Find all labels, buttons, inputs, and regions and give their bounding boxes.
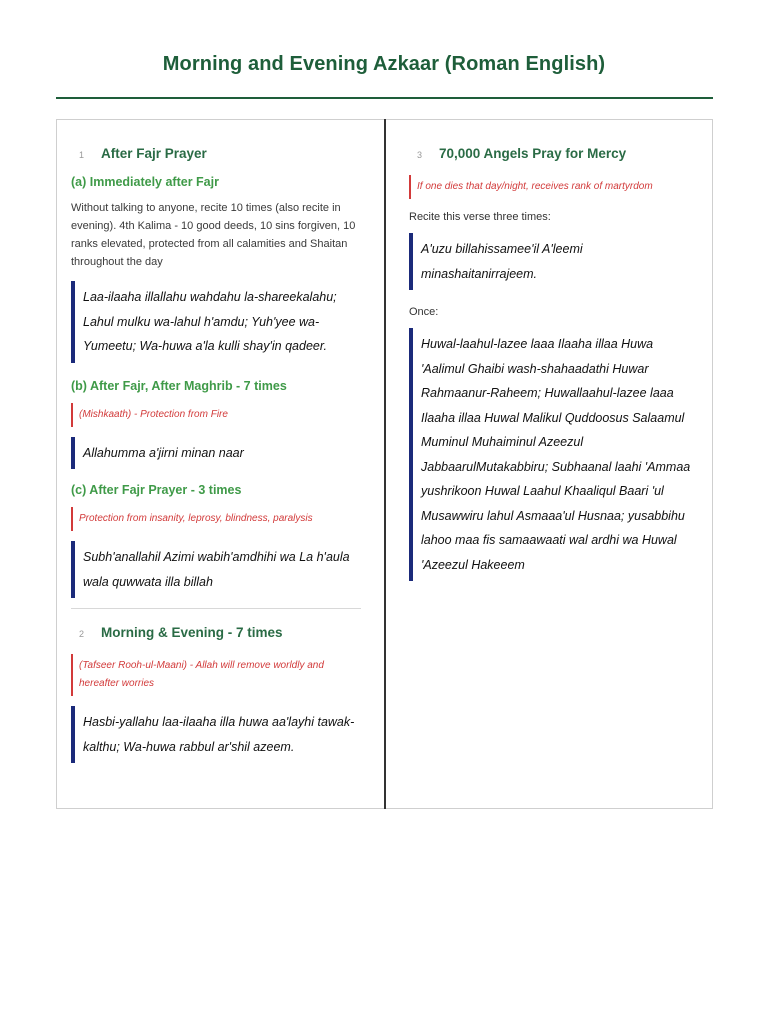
section-1-header — [71, 146, 361, 161]
verse-block: A'uzu billahissamee'il A'leemi minashaitanirrajeem. — [409, 233, 694, 290]
verse-block: Subh'anallahil Azimi wabih'amdhihi wa La h'aula wala quwwata illa billah — [71, 541, 361, 598]
left-column — [71, 146, 361, 773]
page-title: Morning and Evening Azkaar (Roman English) — [162, 53, 606, 75]
benefit-note: If one dies that day/night, receives rank of martyrdom — [409, 175, 694, 199]
verse-block: Laa-ilaaha illallahu wahdahu la-shareekalahu; Lahul mulku wa-lahul h'amdu; Yuh'yee wa-Yumeetu; Wa-huwa a'la kulli shay'in qadeer. — [71, 281, 361, 363]
subsection-description: Without talking to anyone, recite 10 times (also recite in evening). 4th Kalima - 10 good deeds, 10 sins forgiven, 10 ranks elevated, protected from all calamities and Shaitan throughout the day — [71, 202, 356, 268]
verse-block: Huwal-laahul-lazee laaa Ilaaha illaa Huwa 'Aalimul Ghaibi wash-shahaadathi Huwar Rahmaanur-Raheem; Huwallaahul-lazee laaa Ilaaha illaa Huwal Malikul Quddoosus Salaamul Muminul Muhaiminul Azeezul JabbaarulMutakabbiru; Subhaanal laahi 'Ammaa yushrikoon Huwal Laahul Khaaliqul Baari 'ul Musawwiru lahul Asmaaa'ul Husnaa; yusabbihu lahoo maa fis samaawaati wal ardhi wa Huwal 'Azeezul Hakeeem — [409, 328, 694, 581]
subsection-heading-a: (a) Immediately after Fajr — [71, 175, 219, 189]
section-number: 2 — [79, 629, 85, 639]
column-divider — [384, 119, 386, 809]
section-title: After Fajr Prayer — [101, 146, 207, 161]
source-note: (Mishkaath) - Protection from Fire — [71, 403, 361, 427]
title-divider — [56, 97, 713, 99]
verse-block: Allahumma a'jirni minan naar — [71, 437, 361, 470]
benefit-note: Protection from insanity, leprosy, blindness, paralysis — [71, 507, 361, 531]
section-number: 3 — [417, 150, 423, 160]
subsection-heading-c: (c) After Fajr Prayer - 3 times — [71, 483, 242, 497]
source-note: (Tafseer Rooh-ul-Maani) - Allah will remove worldly and hereafter worries — [71, 654, 361, 696]
instruction-text: Once: — [409, 306, 439, 318]
section-3-header — [409, 146, 694, 161]
section-2-header — [71, 625, 361, 640]
instruction-text: Recite this verse three times: — [409, 211, 551, 223]
section-number: 1 — [79, 150, 85, 160]
section-separator — [71, 608, 361, 609]
section-title: 70,000 Angels Pray for Mercy — [439, 146, 627, 161]
right-column — [409, 146, 694, 591]
subsection-heading-b: (b) After Fajr, After Maghrib - 7 times — [71, 378, 287, 393]
verse-block: Hasbi-yallahu laa-ilaaha illa huwa aa'layhi tawak-kalthu; Wa-huwa rabbul ar'shil azeem. — [71, 706, 361, 763]
section-title: Morning & Evening - 7 times — [101, 625, 283, 640]
